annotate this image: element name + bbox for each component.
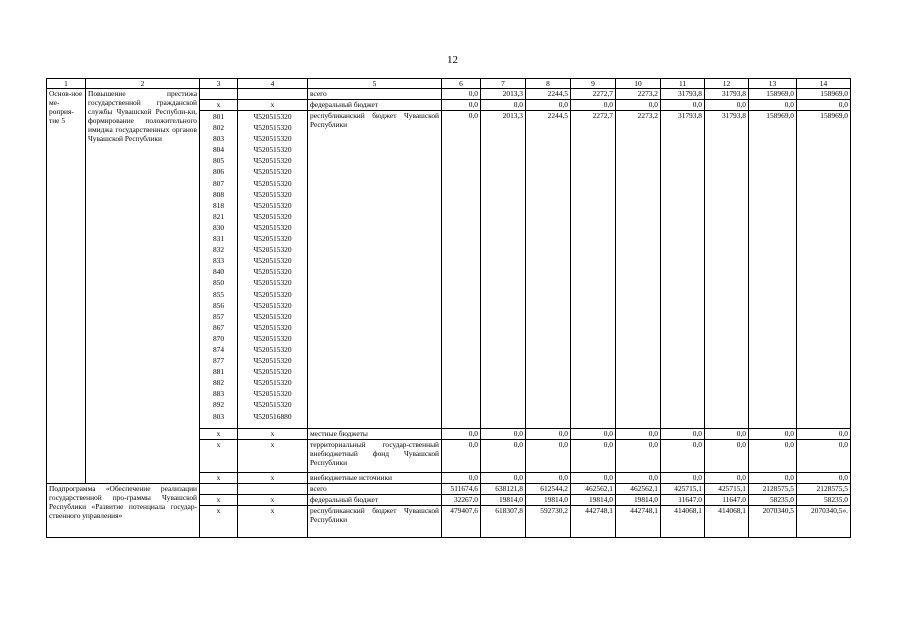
code-item: 882 [212,378,225,388]
header-cell-14: 14 [797,79,851,89]
header-cell-2: 2 [86,79,200,89]
code-item: 801 [212,112,225,121]
code-item: 803 [212,411,225,421]
event-value: 31793,8 [661,111,705,429]
kbk-item: Ч520515320 [253,167,292,177]
kbk-item: Ч520515320 [253,378,292,388]
kbk-item: Ч520515320 [253,234,292,244]
event-source: внебюджетные источники [308,473,442,484]
subprogram-value: 19814,0 [481,495,526,506]
event-value: 31793,8 [705,89,749,100]
subprogram-value: 58235,0 [749,495,797,506]
event-value: 0,0 [661,100,705,111]
kbk-item: Ч520515320 [253,300,292,310]
subprogram-value: 2070340,5». [797,506,851,538]
subprogram-value: 612544,2 [526,484,571,495]
kbk-item: Ч520515320 [253,344,292,354]
code-item: 892 [212,400,225,410]
kbk-item: Ч520515320 [253,245,292,255]
kbk-item: Ч520516880 [253,411,292,421]
kbk-item: Ч520515320 [253,278,292,288]
budget-table [46,78,851,538]
event-value: 0,0 [526,473,571,484]
subprogram-col4 [238,484,308,495]
event-col4 [238,89,308,100]
event-value: 0,0 [571,429,616,440]
subprogram-value: 2070340,5 [749,506,797,538]
subprogram-value: 19814,0 [526,495,571,506]
event-source: территориальный государ-ственный внебюджетный фонд Чувашской Республики [308,440,442,473]
event-value: 0,0 [616,473,661,484]
subprogram-value: 19814,0 [571,495,616,506]
subprogram-col4: x [238,495,308,506]
kbk-item: Ч520515320 [253,256,292,266]
event-col4: x [238,440,308,473]
kbk-item: Ч520515320 [253,156,292,166]
event-value: 158969,0 [749,89,797,100]
kbk-item: Ч520515320 [253,222,292,232]
code-item: 806 [212,167,225,177]
subprogram-source: федеральный бюджет [308,495,442,506]
kbk-item: Ч520515320 [253,356,292,366]
event-col3: x [200,440,238,473]
kbk-item: Ч520515320 [253,367,292,377]
header-cell-1: 1 [47,79,86,89]
event-value: 0,0 [797,429,851,440]
event-source: местные бюджеты [308,429,442,440]
kbk-item: Ч520515320 [253,200,292,210]
kbk-item: Ч520515320 [253,389,292,399]
event-value: 0,0 [705,440,749,473]
event-value: 0,0 [705,473,749,484]
code-item: 850 [212,278,225,288]
code-item: 856 [212,300,225,310]
event-value: 0,0 [571,473,616,484]
event-value: 0,0 [797,473,851,484]
event-col3: x [200,429,238,440]
event-value: 0,0 [481,100,526,111]
event-col4 [238,111,308,429]
header-cell-8: 8 [526,79,571,89]
subprogram-value: 511674,6 [442,484,481,495]
header-cell-10: 10 [616,79,661,89]
subprogram-source: всего [308,484,442,495]
event-source: федеральный бюджет [308,100,442,111]
event-value: 0,0 [705,429,749,440]
event-value: 0,0 [749,429,797,440]
kbk-item: Ч520515320 [253,211,292,221]
event-col4: x [238,100,308,111]
subprogram-value: 414068,1 [705,506,749,538]
header-cell-12: 12 [705,79,749,89]
kbk-item: Ч520515320 [253,267,292,277]
code-item: 883 [212,389,225,399]
subprogram-value: 11647,0 [661,495,705,506]
subprogram-value: 462562,1 [571,484,616,495]
event-value: 0,0 [797,100,851,111]
event-value: 0,0 [571,440,616,473]
code-item: 867 [212,322,225,332]
event-value: 0,0 [442,473,481,484]
code-item: 870 [212,333,225,343]
code-item: 808 [212,189,225,199]
header-cell-13: 13 [749,79,797,89]
code-item: 857 [212,311,225,321]
header-cell-3: 3 [200,79,238,89]
subprogram-value: 2128575,5 [749,484,797,495]
subprogram-col3 [200,484,238,495]
event-col4: x [238,429,308,440]
code-item: 881 [212,367,225,377]
subprogram-col3: x [200,495,238,506]
subprogram-value: 638121,8 [481,484,526,495]
event-value: 0,0 [797,440,851,473]
subprogram-value: 2128575,5 [797,484,851,495]
subprogram-value: 442748,1 [616,506,661,538]
subprogram-value: 58235,0 [797,495,851,506]
kbk-item: Ч520515320 [253,322,292,332]
subprogram-value: 11647,0 [705,495,749,506]
event-value: 0,0 [526,429,571,440]
event-value: 0,0 [749,473,797,484]
event-value: 0,0 [571,100,616,111]
subprogram-source: республиканский бюджет Чувашской Республики [308,506,442,538]
kbk-item: Ч520515320 [253,400,292,410]
code-item: 807 [212,178,225,188]
event-value: 0,0 [481,473,526,484]
kbk-item: Ч520515320 [253,178,292,188]
event-value: 158969,0 [749,111,797,429]
code-item: 874 [212,344,225,354]
kbk-item: Ч520515320 [253,134,292,144]
event-value: 0,0 [616,100,661,111]
code-item: 840 [212,267,225,277]
event-value: 0,0 [526,100,571,111]
subprogram-value: 618307,8 [481,506,526,538]
code-item: 830 [212,222,225,232]
code-item: 818 [212,200,225,210]
code-item: 821 [212,211,225,221]
event-value: 0,0 [749,440,797,473]
event-col3: x [200,100,238,111]
event-value: 2273,2 [616,89,661,100]
event-source: республиканский бюджет Чувашской Республики [308,111,442,429]
event-value: 0,0 [442,89,481,100]
code-item: 805 [212,156,225,166]
event-value: 0,0 [616,429,661,440]
subprogram-value: 462562,1 [616,484,661,495]
event-value: 0,0 [481,429,526,440]
event-value: 0,0 [661,473,705,484]
code-item: 831 [212,234,225,244]
event-value: 31793,8 [661,89,705,100]
event-col3: x [200,473,238,484]
event-value: 2272,7 [571,89,616,100]
subprogram-value: 442748,1 [571,506,616,538]
kbk-item: Ч520515320 [253,311,292,321]
kbk-item: Ч520515320 [253,145,292,155]
header-cell-4: 4 [238,79,308,89]
event-value: 158969,0 [797,111,851,429]
event-col4: x [238,473,308,484]
code-item: 855 [212,289,225,299]
event-value: 2013,3 [481,89,526,100]
code-item: 832 [212,245,225,255]
header-cell-6: 6 [442,79,481,89]
event-value: 31793,8 [705,111,749,429]
event-value: 2244,5 [526,89,571,100]
event-name: Повышение престижа государственной гражданской службы Чувашской Республи-ки, формирование положительного имиджа государственных органов Чувашской Республики [86,89,200,484]
subprogram-col3: x [200,506,238,538]
event-label: Основ-ное ме-роприя-тие 5 [47,89,86,484]
event-value: 0,0 [749,100,797,111]
event-value: 0,0 [481,440,526,473]
event-value: 2273,2 [616,111,661,429]
kbk-item: Ч520515320 [253,123,292,133]
event-source: всего [308,89,442,100]
event-value: 0,0 [616,440,661,473]
event-col3 [200,111,238,429]
code-item: 877 [212,356,225,366]
subprogram-value: 425715,1 [705,484,749,495]
event-value: 0,0 [705,100,749,111]
header-cell-9: 9 [571,79,616,89]
code-item: 802 [212,123,225,133]
subprogram-name: Подпрограмма «Обеспечение реализации государственной про-граммы Чувашской Республики «Развитие потенциала государ-ственного управления» [47,484,200,538]
event-value: 2244,5 [526,111,571,429]
header-cell-5: 5 [308,79,442,89]
subprogram-value: 479407,6 [442,506,481,538]
subprogram-col4: x [238,506,308,538]
header-cell-7: 7 [481,79,526,89]
kbk-item: Ч520515320 [253,112,292,121]
subprogram-value: 592730,2 [526,506,571,538]
subprogram-value: 32267,0 [442,495,481,506]
subprogram-value: 414068,1 [661,506,705,538]
event-col3 [200,89,238,100]
subprogram-value: 19814,0 [616,495,661,506]
event-value: 0,0 [661,440,705,473]
event-value: 0,0 [442,429,481,440]
kbk-item: Ч520515320 [253,289,292,299]
kbk-item: Ч520515320 [253,189,292,199]
event-value: 0,0 [442,111,481,429]
header-cell-11: 11 [661,79,705,89]
subprogram-value: 425715,1 [661,484,705,495]
event-value: 0,0 [442,100,481,111]
event-value: 2272,7 [571,111,616,429]
code-item: 804 [212,145,225,155]
event-value: 0,0 [661,429,705,440]
event-value: 0,0 [526,440,571,473]
code-item: 833 [212,256,225,266]
event-row [47,89,851,100]
kbk-item: Ч520515320 [253,333,292,343]
page-number: 12 [447,54,458,66]
subprogram-row [47,484,851,495]
event-value: 0,0 [442,440,481,473]
code-item: 803 [212,134,225,144]
event-value: 158969,0 [797,89,851,100]
header-row [47,79,851,89]
event-value: 2013,3 [481,111,526,429]
